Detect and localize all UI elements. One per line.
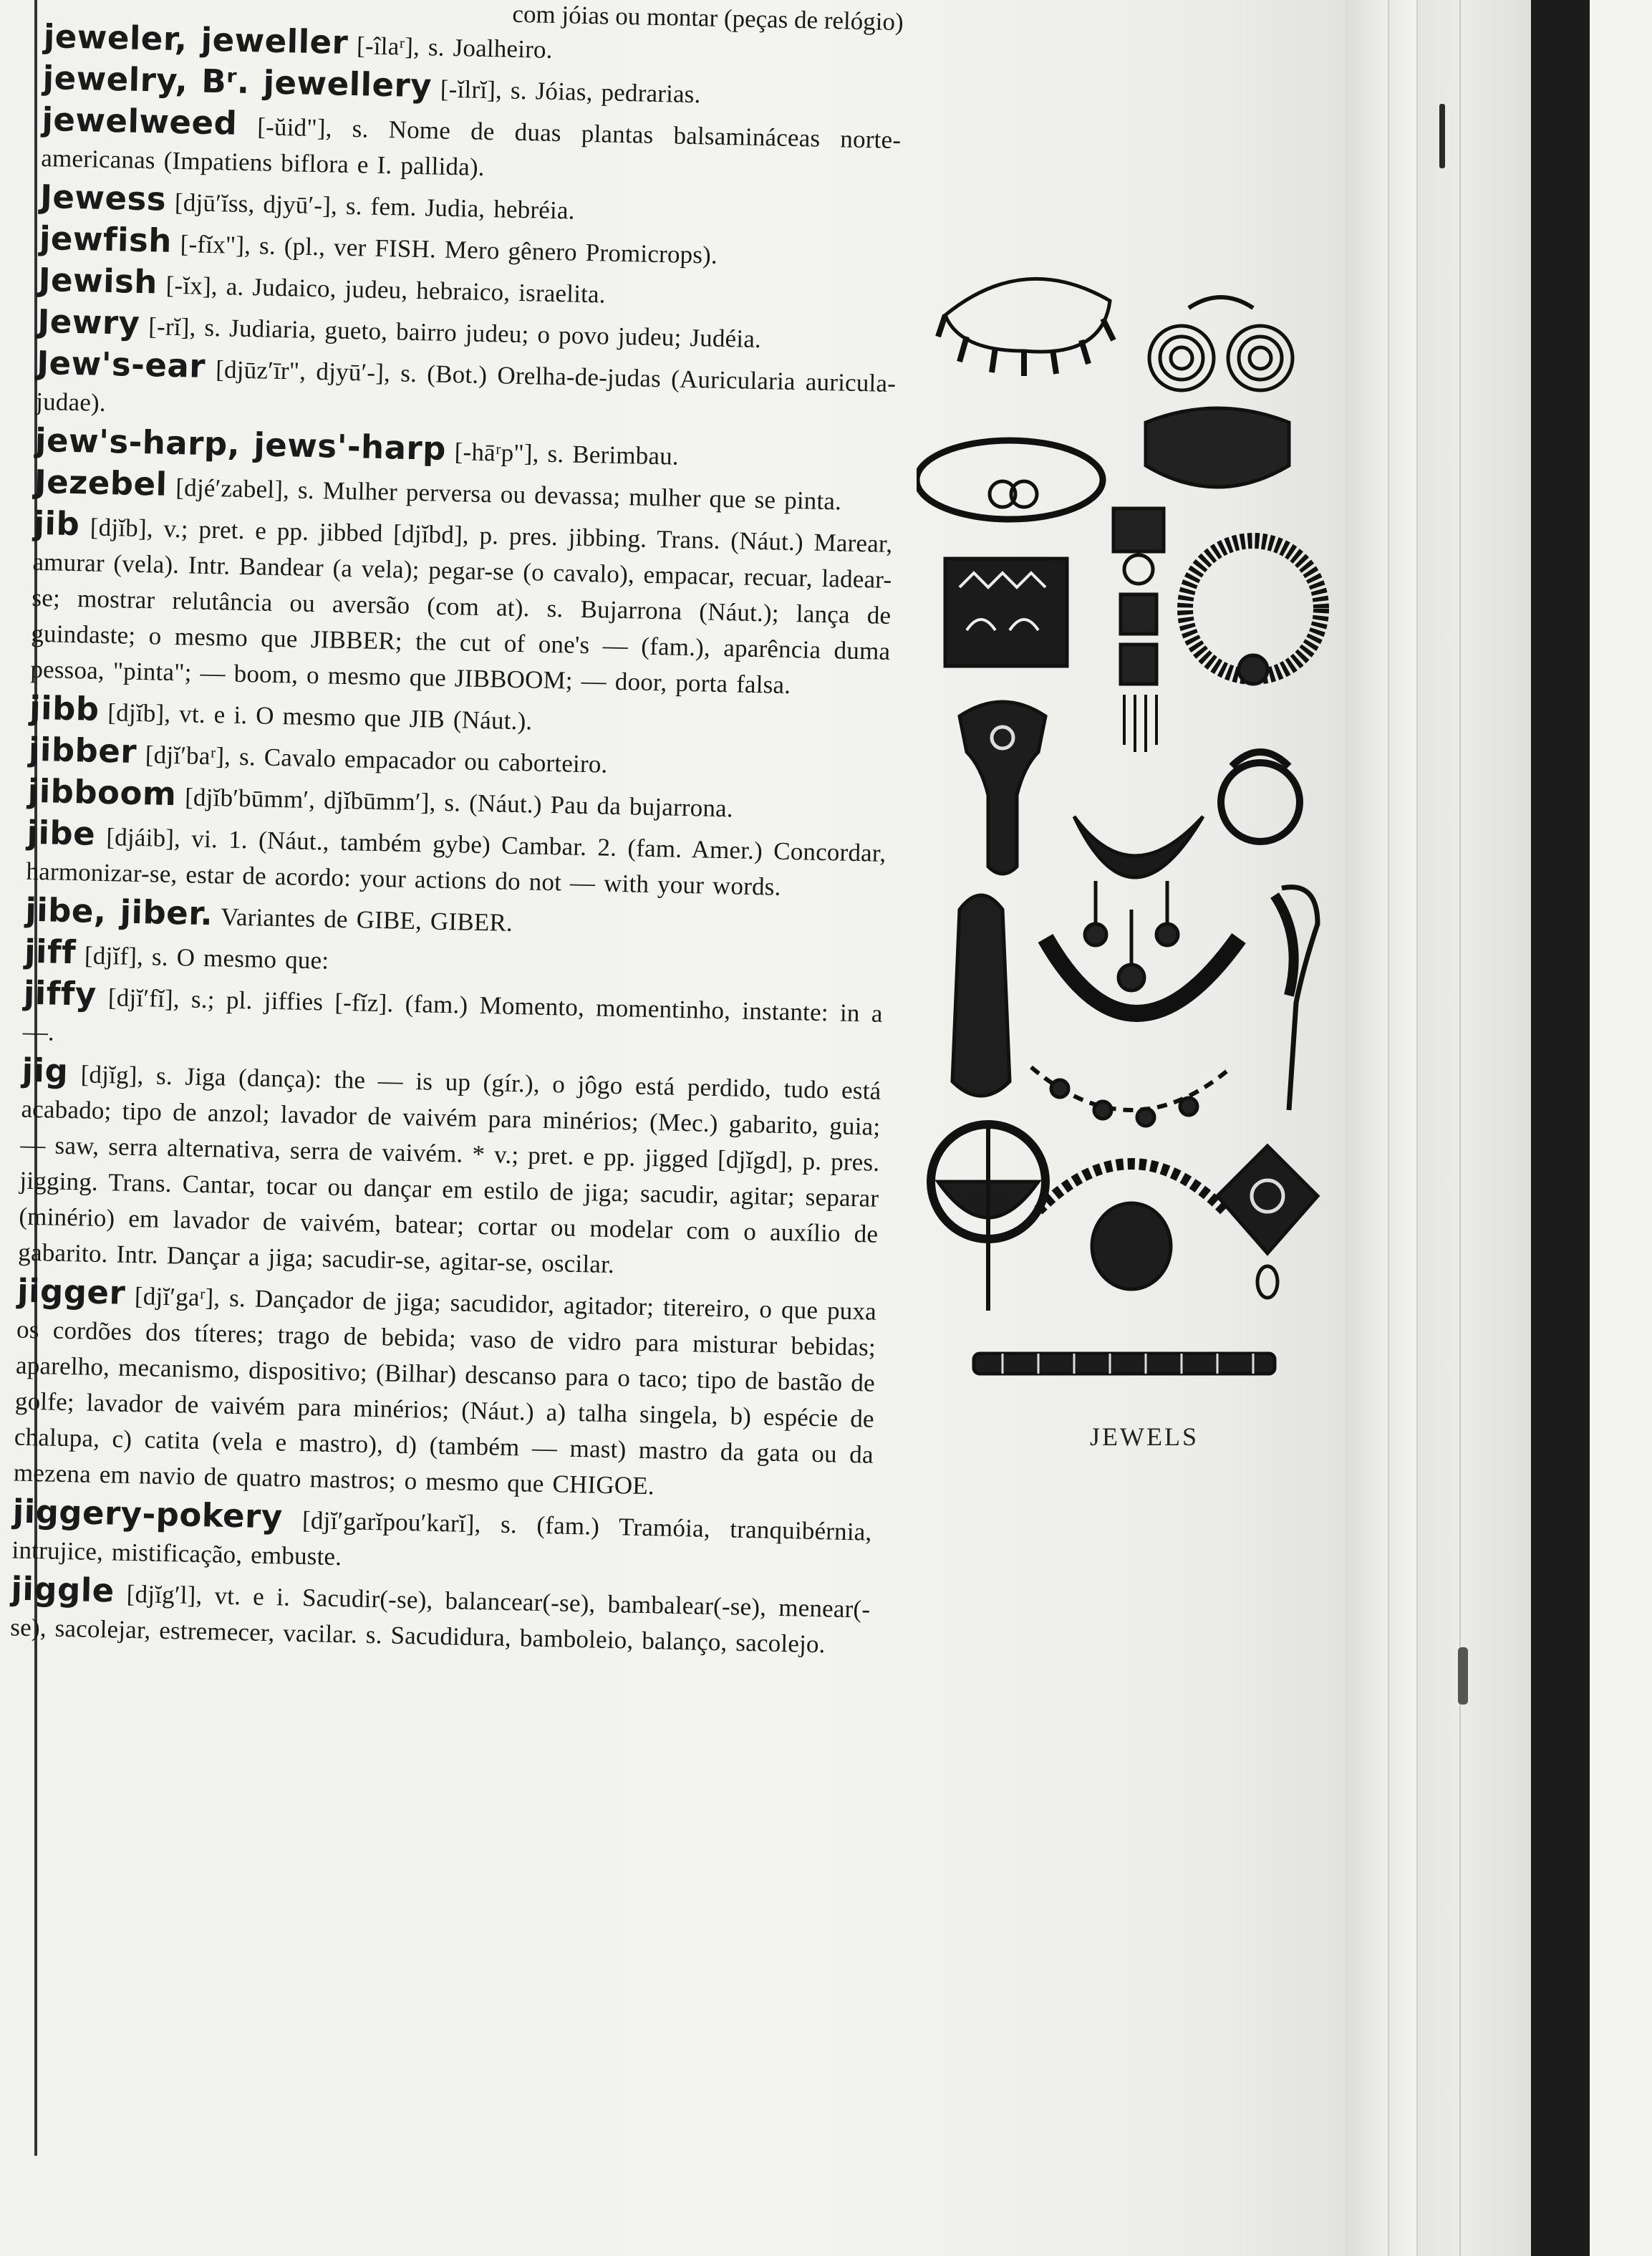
ring-bracelet-icon <box>1185 541 1321 684</box>
chain-bracelet-icon <box>974 1354 1275 1374</box>
entry-headword: jibe <box>26 813 96 853</box>
entry-headword: Jewry <box>37 302 141 342</box>
entry-definition: [-îlaʳ], s. Joalheiro. <box>347 31 554 64</box>
entry-headword: Jewess <box>39 177 167 218</box>
entry-definition: [djĭ′garĭpou′karĭ], s. (fam.) Tramóia, tranquibérnia, intrujice, mistificação, embuste. <box>11 1505 872 1571</box>
entry-definition: [djĭb′būmm′, djĭbūmm′], s. (Náut.) Pau da bujarrona. <box>175 783 734 823</box>
dictionary-entry <box>41 102 902 194</box>
entry-definition: [djū′ĭss, djyū′-], s. fem. Judia, hebréia. <box>165 188 576 225</box>
entry-headword: jewfish <box>39 218 173 260</box>
entry-headword: Jew's-ear <box>36 343 206 385</box>
entry-definition: Variantes de GIBE, GIBER. <box>212 902 513 937</box>
ring-icon <box>1221 752 1300 842</box>
entry-headword: jib <box>33 503 80 544</box>
entry-definition: [-ĭx], a. Judaico, judeu, hebraico, israelita. <box>157 271 607 309</box>
entry-definition: [djĭ′baʳ], s. Cavalo empacador ou caborteiro. <box>136 740 608 778</box>
dictionary-entry <box>10 1571 871 1664</box>
entry-headword: jig <box>21 1051 69 1091</box>
entry-definition: [-rĭ], s. Judiaria, gueto, bairro judeu; o povo judeu; Judéia. <box>139 312 762 354</box>
entry-headword: jeweler, jeweller <box>43 16 349 62</box>
entry-headword: jibboom <box>27 771 177 814</box>
penannular-brooch-icon <box>931 1124 1045 1311</box>
entry-definition: [djĭg′l], vt. e i. Sacudir(-se), balancear(-se), bambalear(-se), menear(-se), sacolejar, estremecer, vacilar. s. Sacudidura, bamboleio, balanço, sacolejo. <box>9 1579 871 1659</box>
fibula-icon <box>960 702 1045 874</box>
crescent-necklace-icon <box>1074 816 1203 990</box>
entry-headword: jibber <box>28 730 137 771</box>
page-edge <box>1416 0 1461 2256</box>
entry-definition: [djáib], vi. 1. (Náut., também gybe) Cambar. 2. (fam. Amer.) Concordar, harmonizar-se, estar de acordo: your actions do not — with your words. <box>26 822 887 901</box>
torque-icon <box>917 440 1103 519</box>
pendant-chain-icon <box>1114 508 1164 752</box>
long-pendant-icon <box>952 895 1010 1096</box>
entry-headword: jiggery-pokery <box>12 1492 284 1536</box>
collar-icon <box>1146 408 1289 487</box>
book-cover <box>1531 0 1590 2256</box>
entry-headword: jewelweed <box>41 100 238 143</box>
entry-headword: jiffy <box>23 973 97 1013</box>
hairpin-icon <box>1275 887 1318 1110</box>
bookmark-clip <box>1458 1647 1468 1705</box>
top-fragment: com jóias ou montar (peças de relógio) <box>512 0 904 37</box>
dictionary-entry <box>13 1273 876 1509</box>
entry-definition: [-ŭid"], s. Nome de duas plantas balsamináceas norte-americanas (Impatiens biflora e I. pallida). <box>40 112 902 181</box>
entry-definition: [djĭf], s. O mesmo que: <box>75 941 329 975</box>
illustration-caption: JEWELS <box>1090 1422 1199 1451</box>
bookmark-clip <box>1439 104 1445 168</box>
dictionary-entry <box>22 975 883 1068</box>
entry-headword: Jewish <box>38 260 158 302</box>
dictionary-entry <box>18 1053 881 1288</box>
jeweled-pendant-icon <box>1217 1146 1318 1298</box>
entry-headword: jewelry, Bʳ. jewellery <box>42 58 433 105</box>
cameo-necklace-icon <box>1038 1164 1224 1289</box>
entry-headword: jibe, jiber. <box>24 890 213 933</box>
entry-headword: jigger <box>16 1271 126 1312</box>
entry-headword: jew's-harp, jews'-harp <box>34 420 447 468</box>
entry-headword: Jezebel <box>34 462 168 503</box>
entry-definition: [djĭg], s. Jiga (dança): the — is up (gír.), o jôgo está perdido, tudo está acabado; tipo de anzol; lavador de vaivém para minérios; (Mec.) gabarito, guia; — saw, serra alternativa, serra de vaivém. * v.; pret. e pp. jigged [djĭgd], p. pres. jigging. Trans. Cantar, tocar ou dançar em estilo de jiga; sacudir, agitar; separar (minério) em lavador de vaivém, batear; cortar ou modelar com o auxílio de gabarito. Intr. Dançar a jiga; sacudir-se, agitar-se, oscilar. <box>17 1060 881 1279</box>
page-edge <box>1459 0 1532 2256</box>
entry-definition: [djĭ′gaʳ], s. Dançador de jiga; sacudidor, agitador; titereiro, o que puxa os cordões dos títeres; trago de bebida; vaso de vidro para misturar bebidas; aparelho, mecanismo, dispositivo; (Bilhar) descanso para o taco; tipo de bastão de golfe; lavador de vaivém para minérios; (Náut.) a) talha singela, b) espécie de chalupa, c) catita (vela e mastro), d) (também — mast) mastro da gata ou da mezena em navio de quatro mastros; o mesmo que CHIGOE. <box>13 1281 877 1500</box>
necklace-icon <box>938 279 1114 376</box>
background-surface <box>1590 0 1652 2256</box>
diadem-icon <box>945 559 1067 666</box>
entry-definition: [djĭ′fĭ], s.; pl. jiffies [-fĭz]. (fam.) Momento, momentinho, instante: in a —. <box>22 983 884 1046</box>
page-edge <box>1345 0 1388 2256</box>
dictionary-entry <box>11 1494 872 1586</box>
spiral-brooch-icon <box>1149 297 1293 390</box>
entry-definition: [-hāʳp"], s. Berimbau. <box>445 437 680 471</box>
dictionary-entry <box>30 503 893 705</box>
entry-headword: jibb <box>29 688 100 728</box>
entry-definition: [djĭb], v.; pret. e pp. jibbed [djĭbd], p. pres. jibbing. Trans. (Náut.) Marear, amurar (vela). Intr. Bandear (a vela); pegar-se (o cavalo), empacar, recuar, ladear-se; mostrar relutância ou aversão (com at). s. Bujarrona (Náut.); lança de guindaste; o mesmo que JIBBER; the cut of one's — (fam.), aparência duma pessoa, "pinta"; — boom, o mesmo que JIBBOOM; — door, porta falsa. <box>30 513 893 700</box>
entry-definition: [djĭb], vt. e i. O mesmo que JIB (Náut.). <box>99 698 533 736</box>
entry-definition: [-ĭlrĭ], s. Jóias, pedrarias. <box>431 74 701 109</box>
entry-definition: [djūz′īr", djyū′-], s. (Bot.) Orelha-de-judas (Auricularia auricula-judae). <box>35 355 897 417</box>
entry-definition: [djé′zabel], s. Mulher perversa ou devassa; mulher que se pinta. <box>167 473 842 516</box>
entry-headword: jiggle <box>10 1569 115 1610</box>
page-edge <box>1388 0 1418 2256</box>
entry-definition: [-fĭx"], s. (pl., ver FISH. Mero gênero Promicrops). <box>171 229 718 269</box>
entry-headword: jiff <box>24 932 77 972</box>
jewels-illustration <box>917 251 1361 1397</box>
